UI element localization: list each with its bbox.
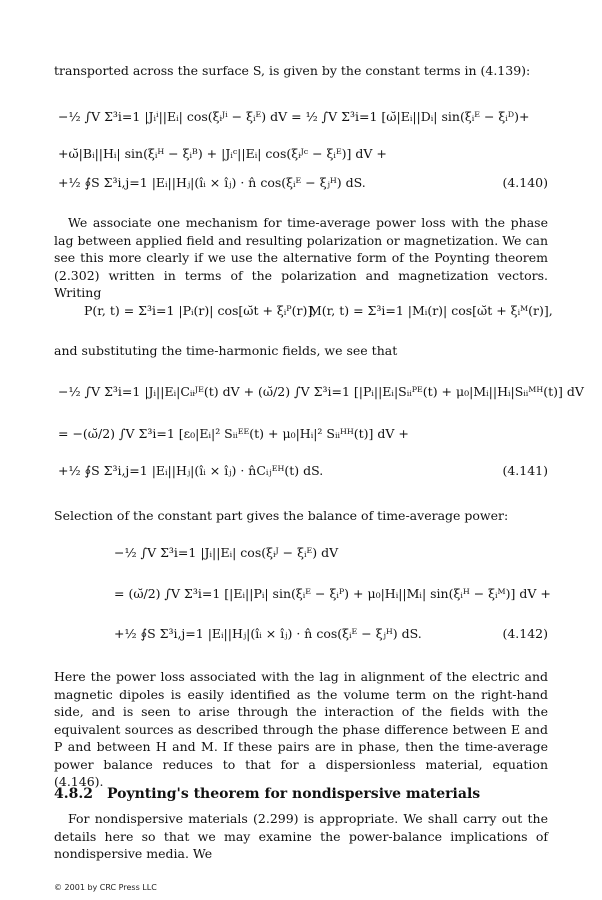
equation-4-141-line-2 (54, 425, 548, 455)
equation-4-142-line-2 (54, 585, 551, 615)
copyright-footer: © 2001 by CRC Press LLC (54, 883, 157, 892)
equation-4-140-term-3: +½ ∮S Σ³i,j=1 |Eᵢ||Hⱼ|(îᵢ × îⱼ) · n̂ cos(ξᵢᴱ − ξⱼᴴ) dS. (58, 175, 366, 190)
equation-4-141-term-2: = −(ω̆/2) ∫V Σ³i=1 [ε₀|Eᵢ|² Sᵢᵢᴱᴱ(t) + μ₀|Hᵢ|² Sᵢᵢᴴᴴ(t)] dV + (58, 426, 409, 441)
equation-number-4-141: (4.141) (502, 463, 548, 478)
equation-number-4-142: (4.142) (502, 626, 548, 641)
equation-4-142-term-3: +½ ∮S Σ³i,j=1 |Eᵢ||Hⱼ|(îᵢ × îⱼ) · n̂ cos(ξᵢᴱ − ξⱼᴴ) dS. (114, 626, 422, 641)
paragraph-selection: Selection of the constant part gives the balance of time-average power: (54, 508, 509, 523)
paragraph-nondispersive: For nondispersive materials (2.299) is appropriate. We shall carry out the details here so that we may examine the power-balance implications of nondispersive media. We (54, 811, 548, 861)
equation-4-142-term-1: −½ ∫V Σ³i=1 |Jᵢ||Eᵢ| cos(ξᵢᴶ − ξᵢᴱ) dV (114, 545, 339, 560)
equation-number-4-140: (4.140) (502, 175, 548, 190)
equation-4-140-line-2 (54, 145, 548, 175)
equation-4-142-term-2: = (ω̆/2) ∫V Σ³i=1 [|Eᵢ||Pᵢ| sin(ξᵢᴱ − ξᵢᴾ) + μ₀|Hᵢ||Mᵢ| sin(ξᵢᴴ − ξᵢᴹ)] dV + (114, 586, 551, 601)
equation-4-141-line-3 (54, 462, 548, 492)
equation-4-140-line-1 (54, 108, 548, 138)
equation-magnetization: M(r, t) = Σ³i=1 |Mᵢ(r)| cos[ω̆t + ξᵢᴹ(r)], (309, 303, 553, 318)
paragraph-intro: transported across the surface S, is given by the constant terms in (4.139): (54, 63, 531, 78)
paragraph-mechanism: We associate one mechanism for time-average power loss with the phase lag between applied field and resulting polarization or magnetization. We can see this more clearly if we use the alternative form of the Poynting theorem (2.302) written in terms of the polarization and magnetization vectors. Writing (54, 215, 548, 300)
section-heading (54, 785, 548, 803)
equation-4-141-line-1 (54, 383, 584, 413)
equation-4-140-term-2: +ω̆|Bᵢ||Hᵢ| sin(ξᵢᴴ − ξᵢᴮ) + |Jᵢᶜ||Eᵢ| cos(ξᵢᴶᶜ − ξᵢᴱ)] dV + (58, 146, 387, 161)
section-number: 4.8.2 (54, 786, 93, 802)
equation-4-142-line-1 (54, 544, 548, 574)
paragraph-power-loss: Here the power loss associated with the lag in alignment of the electric and magnetic dipoles is easily identified as the volume term on the right-hand side, and is seen to arise through the interaction of the fields with the equivalent sources as described through the phase difference between E and P and between H and M. If these pairs are in phase, then the time-average power balance reduces to that for a dispersionless material, equation (4.146). (54, 669, 548, 789)
equation-polarization: P(r, t) = Σ³i=1 |Pᵢ(r)| cos[ω̆t + ξᵢᴾ(r)], (84, 303, 317, 318)
section-title: Poynting's theorem for nondispersive materials (106, 786, 481, 802)
paragraph-substituting: and substituting the time-harmonic fields, we see that (54, 343, 398, 358)
equation-4-141-term-1: −½ ∫V Σ³i=1 |Jᵢ||Eᵢ|Cᵢᵢᴶᴱ(t) dV + (ω̆/2) ∫V Σ³i=1 [|Pᵢ||Eᵢ|Sᵢᵢᴾᴱ(t) + μ₀|Mᵢ||Hᵢ|Sᵢᵢᴹᴴ(t)] dV (58, 384, 584, 399)
equation-4-140-line-3 (54, 174, 548, 204)
equation-4-141-term-3: +½ ∮S Σ³i,j=1 |Eᵢ||Hⱼ|(îᵢ × îⱼ) · n̂Cᵢⱼᴱᴴ(t) dS. (58, 463, 324, 478)
equation-4-142-line-3 (54, 625, 548, 655)
equation-4-140-term-1: −½ ∫V Σ³i=1 |Jᵢⁱ||Eᵢ| cos(ξᵢᴶⁱ − ξᵢᴱ) dV = ½ ∫V Σ³i=1 [ω̆|Eᵢ||Dᵢ| sin(ξᵢᴱ − ξᵢᴰ)+ (58, 109, 530, 124)
